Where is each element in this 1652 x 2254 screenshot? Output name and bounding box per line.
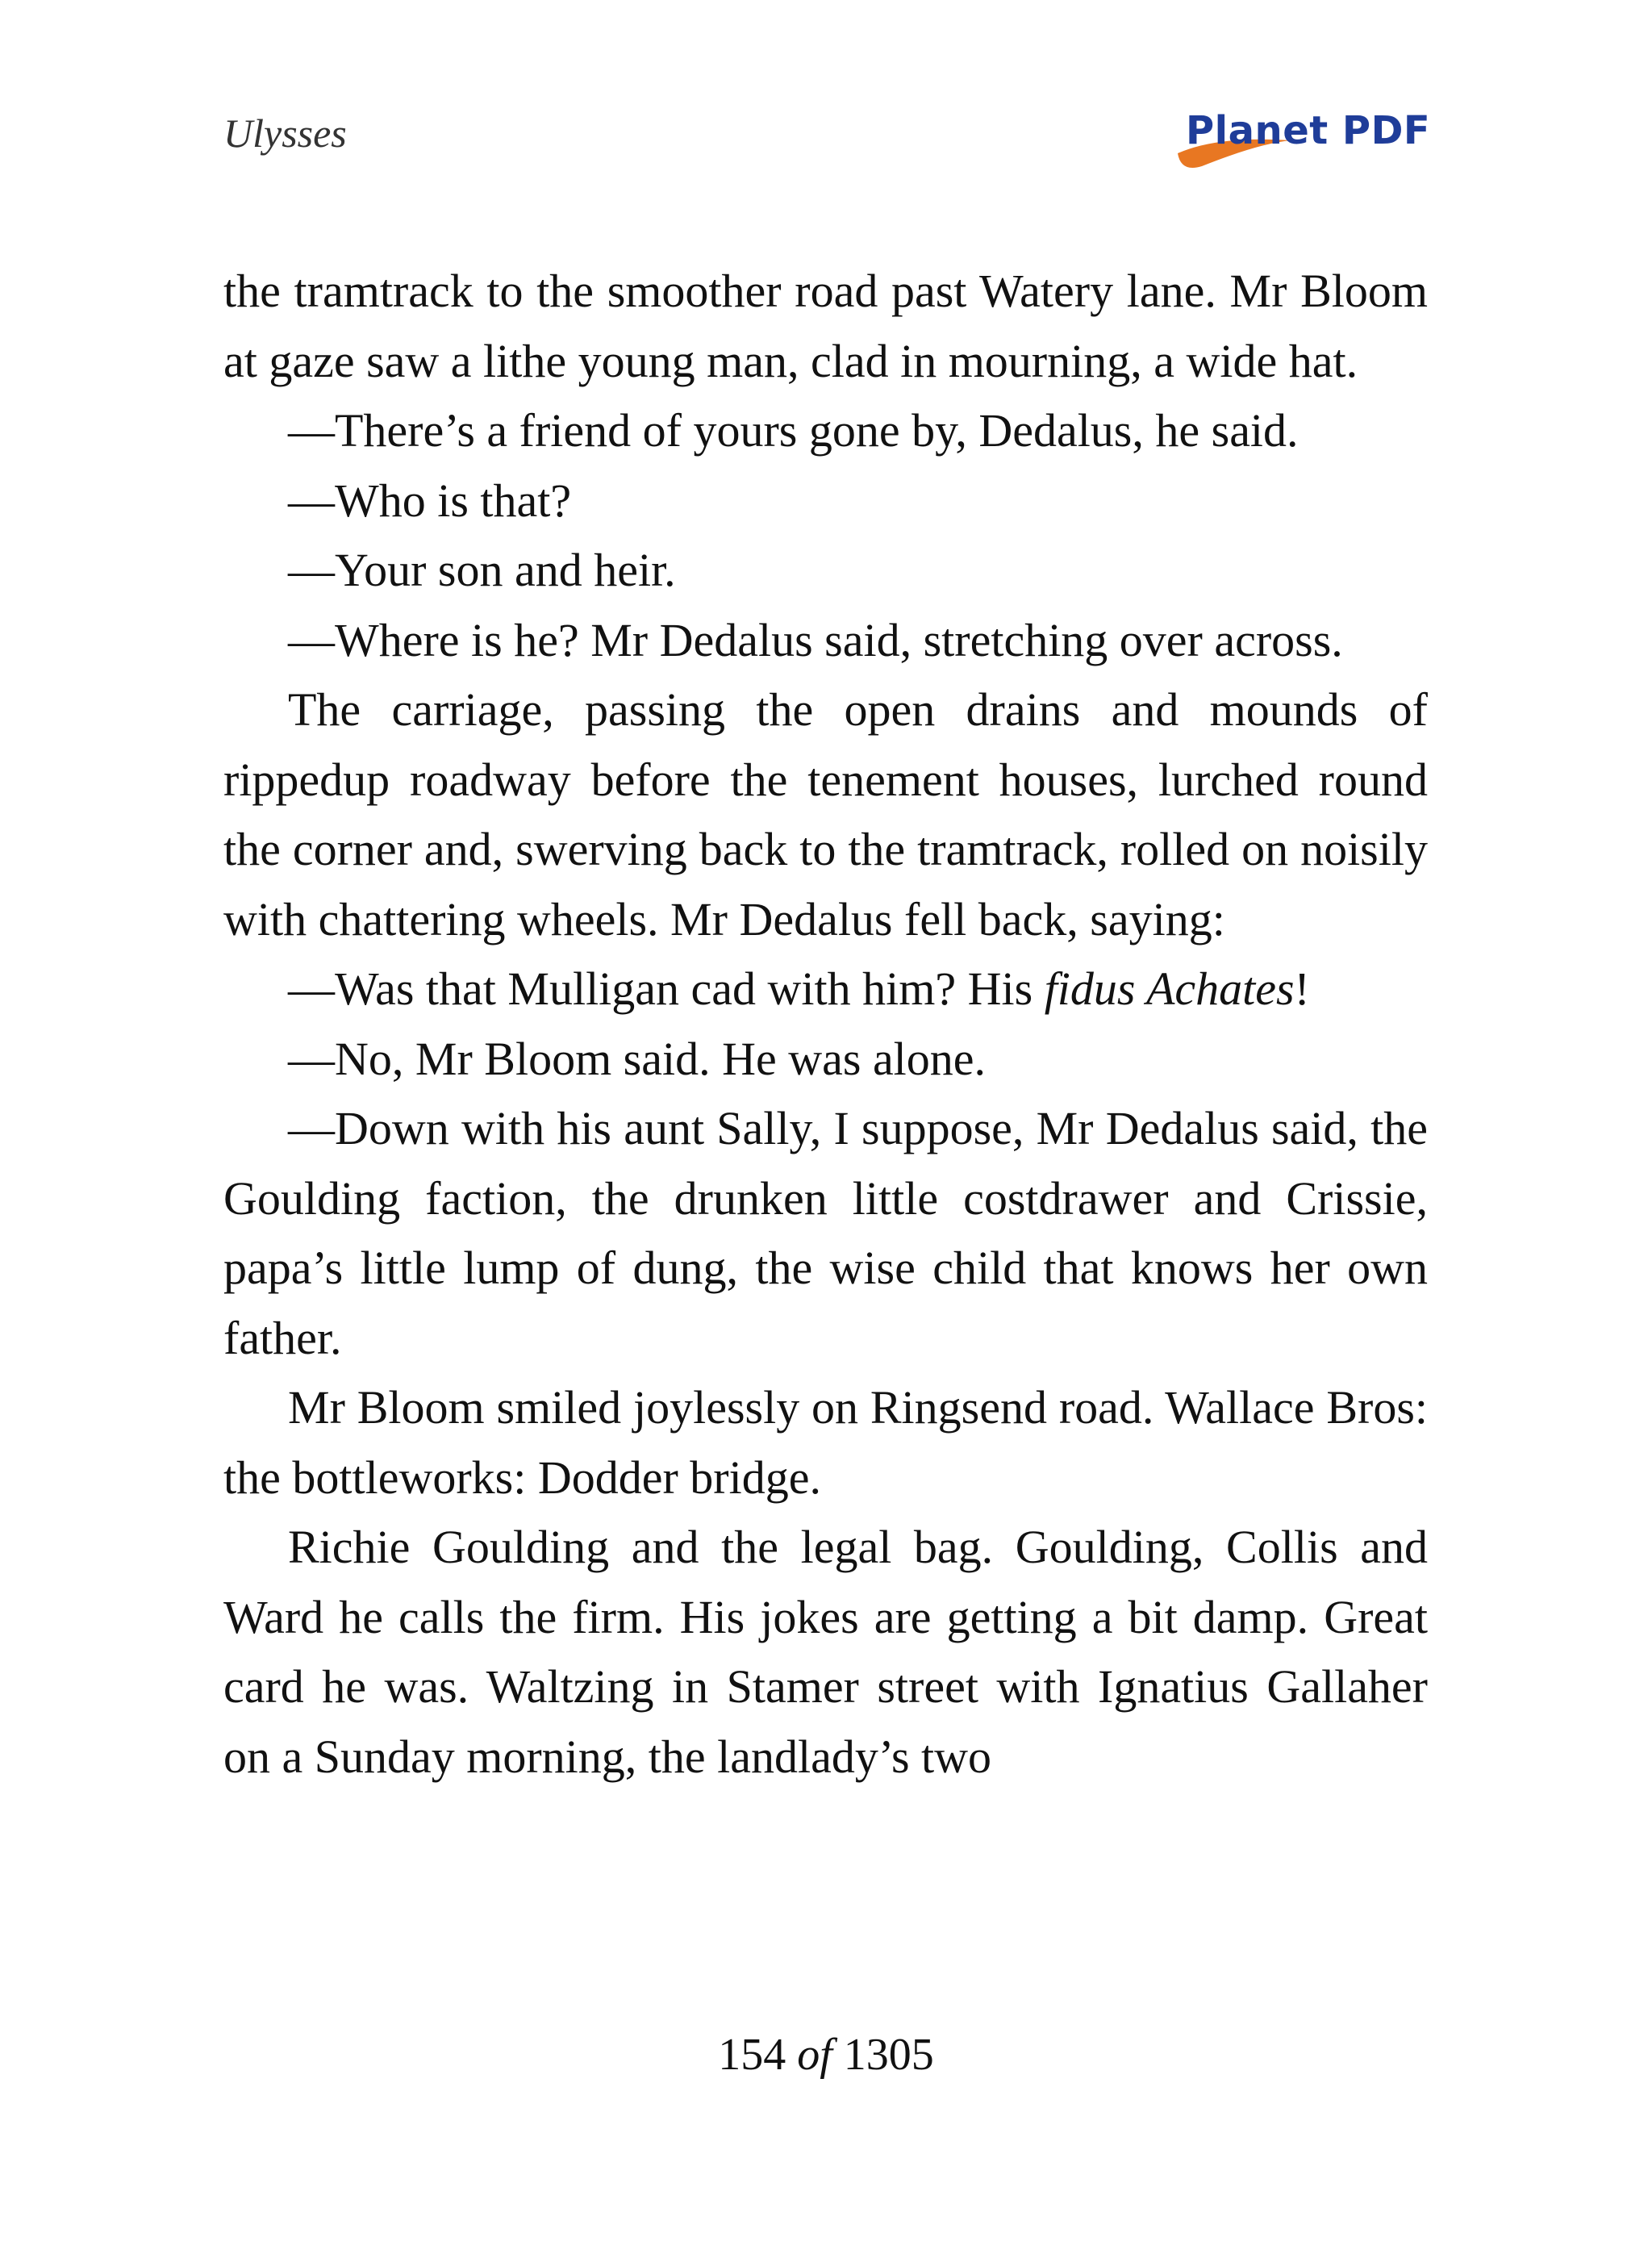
paragraph: —Where is he? Mr Dedalus said, stretching over across. [288, 613, 1343, 666]
paragraph: —There’s a friend of yours gone by, Dedalus, he said. [288, 404, 1299, 457]
paragraph: —Who is that? [288, 474, 572, 527]
planet-pdf-logo [1170, 103, 1431, 176]
page-header [223, 103, 1431, 176]
paragraph: The carriage, passing the open drains and mounds of rippedup roadway before the tenement houses, lurched round the corner and, swerving back to the tramtrack, rolled on noisily with chattering wheels. Mr Dedalus fell back, saying: [223, 683, 1428, 945]
paragraph [223, 954, 1428, 1025]
paragraph-text: ! [1294, 962, 1310, 1015]
total-pages: 1305 [843, 2030, 934, 2080]
page-of-label: of [797, 2030, 832, 2080]
paragraph: the tramtrack to the smoother road past Watery lane. Mr Bloom at gaze saw a lithe young man, clad in mourning, a wide hat. [223, 265, 1428, 387]
paragraph: Mr Bloom smiled joylessly on Ringsend road. Wallace Bros: the bottleworks: Dodder bridge. [223, 1381, 1428, 1504]
paragraph: —Down with his aunt Sally, I suppose, Mr Dedalus said, the Goulding faction, the drunken little costdrawer and Crissie, papa’s little lump of dung, the wise child that knows her own father. [223, 1102, 1428, 1364]
page-body [223, 257, 1428, 1792]
paragraph: Richie Goulding and the legal bag. Goulding, Collis and Ward he calls the firm. His jokes are getting a bit damp. Great card he was. Waltzing in Stamer street with Ignatius Gallaher on a Sunday morning, the landlady’s two [223, 1521, 1428, 1783]
current-page: 154 [718, 2030, 786, 2080]
page-number [0, 2029, 1652, 2081]
italic-phrase: fidus Achates [1044, 962, 1295, 1015]
book-title: Ulysses [223, 111, 347, 156]
paragraph: —Your son and heir. [288, 544, 676, 596]
paragraph: —No, Mr Bloom said. He was alone. [288, 1032, 987, 1085]
paragraph-text: —Was that Mulligan cad with him? His [288, 962, 1045, 1015]
brand-name: Planet PDF [1186, 108, 1431, 153]
